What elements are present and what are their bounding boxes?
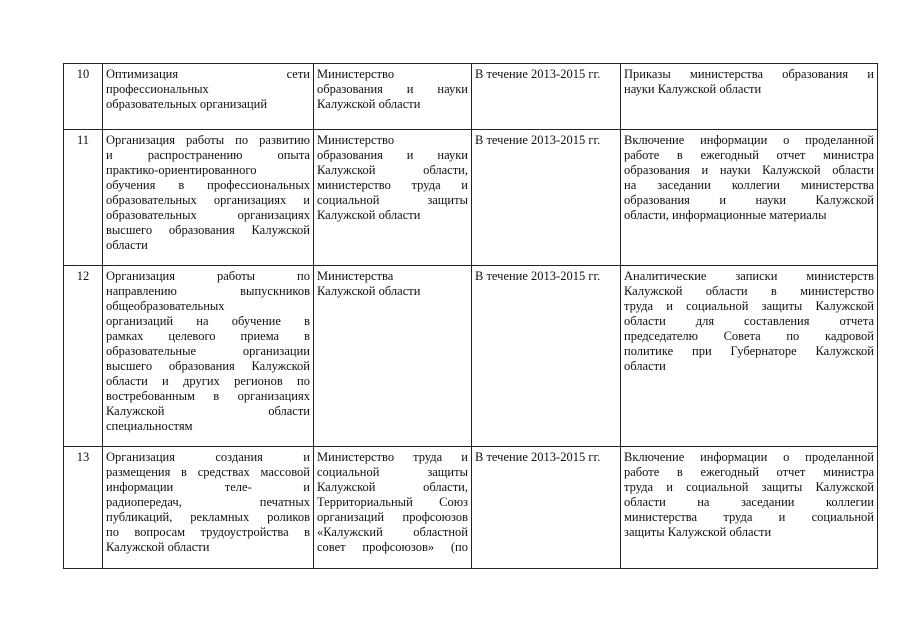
- executor-line: Министерство труда и: [317, 450, 468, 464]
- executor-cell: [314, 130, 472, 266]
- measure-line: организаций на обучение в: [106, 314, 310, 328]
- measure-cell: [103, 447, 314, 569]
- executor-line: Калужской области: [317, 208, 421, 222]
- measure-line: Оптимизация сети: [106, 67, 310, 81]
- measure-cell: [103, 64, 314, 130]
- measure-line: Организация работы по: [106, 269, 310, 283]
- result-line: Приказы министерства образования и: [624, 67, 874, 81]
- executor-line: Калужской области: [317, 284, 421, 298]
- measures-table-body: [64, 64, 878, 569]
- result-line: области для составления отчета: [624, 314, 874, 328]
- result-line: политике при Губернаторе Калужской: [624, 344, 874, 358]
- executor-cell: [314, 266, 472, 447]
- row-number: 12: [64, 266, 103, 447]
- result-cell: [621, 266, 878, 447]
- result-line: Включение информации о проделанной: [624, 133, 874, 147]
- measure-line: области и других регионов по: [106, 374, 310, 388]
- result-line: Аналитические записки министерств: [624, 269, 874, 283]
- row-number: 11: [64, 130, 103, 266]
- result-line: науки Калужской области: [624, 82, 762, 96]
- term-cell: В течение 2013-2015 гг.: [472, 447, 621, 569]
- measure-line: общеобразовательных: [106, 299, 225, 313]
- result-line: министерства труда и социальной: [624, 510, 874, 524]
- measure-line: области: [106, 238, 148, 252]
- measure-line: образовательных организациях и: [106, 193, 310, 207]
- executor-line: «Калужский областной: [317, 525, 468, 539]
- executor-line: социальной защиты: [317, 193, 468, 207]
- measure-line: высшего образования Калужской: [106, 223, 310, 237]
- result-line: на заседании коллегии министерства: [624, 178, 874, 192]
- executor-cell: [314, 64, 472, 130]
- measure-cell: [103, 266, 314, 447]
- table-row: [64, 130, 878, 266]
- result-line: Калужской области в министерство: [624, 284, 874, 298]
- result-line: работе в ежегодный отчет министра: [624, 148, 874, 162]
- measure-line: информации теле- и: [106, 480, 310, 494]
- measure-line: образовательных организациях: [106, 208, 310, 222]
- executor-line: Калужской области: [317, 97, 421, 111]
- term-cell: В течение 2013-2015 гг.: [472, 266, 621, 447]
- row-number: 13: [64, 447, 103, 569]
- measure-line: высшего образования Калужской: [106, 359, 310, 373]
- result-line: Включение информации о проделанной: [624, 450, 874, 464]
- result-cell: [621, 447, 878, 569]
- executor-line: образования и науки: [317, 82, 468, 96]
- result-line: труда и социальной защиты Калужской: [624, 299, 874, 313]
- measure-line: по вопросам трудоустройства в: [106, 525, 310, 539]
- measure-line: востребованным в организациях: [106, 389, 310, 403]
- executor-line: Калужской области,: [317, 163, 468, 177]
- result-cell: [621, 64, 878, 130]
- table-row: [64, 64, 878, 130]
- table-row: [64, 447, 878, 569]
- result-line: образования и науки Калужской: [624, 193, 874, 207]
- measure-line: размещения в средствах массовой: [106, 465, 310, 479]
- row-number: 10: [64, 64, 103, 130]
- executor-line: министерство труда и: [317, 178, 468, 192]
- result-line: области, информационные материалы: [624, 208, 827, 222]
- result-line: защиты Калужской области: [624, 525, 772, 539]
- table-row: [64, 266, 878, 447]
- measure-line: направлению выпускников: [106, 284, 310, 298]
- measure-line: практико-ориентированного: [106, 163, 257, 177]
- measure-line: обучения в профессиональных: [106, 178, 310, 192]
- measure-line: Калужской области: [106, 404, 310, 418]
- executor-line: Калужской области,: [317, 480, 468, 494]
- measure-cell: [103, 130, 314, 266]
- measure-line: образовательных организаций: [106, 97, 268, 111]
- term-cell: В течение 2013-2015 гг.: [472, 130, 621, 266]
- result-line: работе в ежегодный отчет министра: [624, 465, 874, 479]
- measure-line: Калужской области: [106, 540, 210, 554]
- result-line: области: [624, 359, 666, 373]
- term-cell: В течение 2013-2015 гг.: [472, 64, 621, 130]
- measures-table: [63, 63, 878, 569]
- measure-line: и распространению опыта: [106, 148, 310, 162]
- result-line: труда и социальной защиты Калужской: [624, 480, 874, 494]
- executor-line: Министерства: [317, 269, 394, 283]
- measure-line: специальностям: [106, 419, 193, 433]
- executor-cell: [314, 447, 472, 569]
- result-line: области на заседании коллегии: [624, 495, 874, 509]
- result-cell: [621, 130, 878, 266]
- executor-line: организаций профсоюзов: [317, 510, 468, 524]
- result-line: председателю Совета по кадровой: [624, 329, 874, 343]
- result-line: образования и науки Калужской области: [624, 163, 874, 177]
- measure-line: Организация работы по развитию: [106, 133, 310, 147]
- measure-line: радиопередач, печатных: [106, 495, 310, 509]
- executor-line: образования и науки: [317, 148, 468, 162]
- measure-line: Организация создания и: [106, 450, 310, 464]
- measure-line: публикаций, рекламных роликов: [106, 510, 310, 524]
- executor-line: Министерство: [317, 133, 395, 147]
- measure-line: рамках целевого приема в: [106, 329, 310, 343]
- executor-line: социальной защиты: [317, 465, 468, 479]
- measure-line: образовательные организации: [106, 344, 310, 358]
- measure-line: профессиональных: [106, 82, 209, 96]
- executor-line: совет профсоюзов» (по: [317, 540, 468, 554]
- executor-line: Территориальный Союз: [317, 495, 468, 509]
- executor-line: Министерство: [317, 67, 395, 81]
